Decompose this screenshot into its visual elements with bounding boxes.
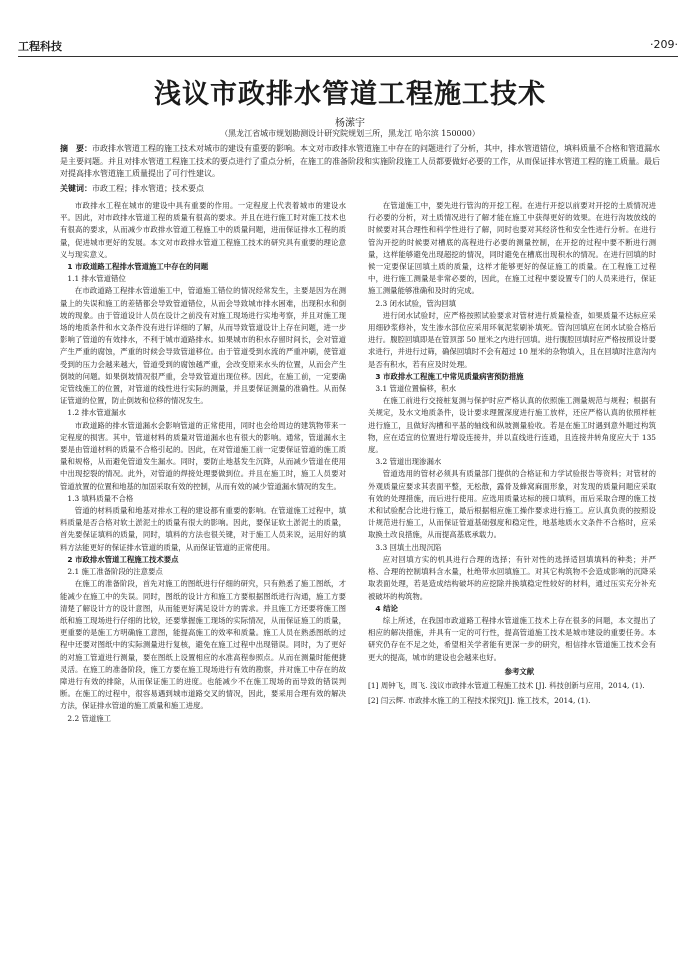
subsection-heading: 2.3 闭水试验，管沟回填 bbox=[375, 298, 457, 308]
reference-item: [1] 周钟飞，周飞. 浅议市政排水管道工程施工技术 [J]. 科技创新与应用，2014, (1). bbox=[368, 680, 645, 690]
keywords-text: 市政工程；排水管道；技术要点 bbox=[92, 184, 204, 193]
subsection-heading: 3.1 管道位置偏移，积水 bbox=[375, 384, 457, 394]
article-title: 浅议市政排水管道工程施工技术 bbox=[154, 79, 546, 110]
body-paragraph: 应对回填方实的机具进行合理的选择；有针对性的选择适回填填料的种类；并严格、合理的控制填料含水量，杜绝带水回填施工。对其它构筑物不会造成影响的沉降采取表面处理，若是造成结构破坏的应挖除并换填稳定性较好的材料，通过压实充分补充被破坏的构筑物。 bbox=[368, 554, 656, 601]
subsection-heading: 1.3 填料质量不合格 bbox=[67, 493, 134, 503]
abstract-text: 市政排水管道工程的施工技术对城市的建设有重要的影响。本文对市政排水管道施工中存在的问题进行了分析，其中，排水管道错位，填料质量不合格和管道漏水是主要问题。并且对排水管道工程施工技术的要点进行了重点分析，在施工的准备阶段和实施阶段施工人员都要做好必要的工作，从而保证排水管道工程的施工质量。最后对提高排水管道施工质量提出了可行性建议。 bbox=[60, 144, 660, 178]
subsection-heading: 1.1 排水管道错位 bbox=[67, 274, 126, 284]
body-paragraph: 管道选用的管材必须具有质量部门提供的合格证和力学试验报告等资料；对管材的外观质量应要求其表面平整，无松散，露骨及蜂窝麻面形象，对发现的质量问题应采取有效的处理措施，而后进行使用。应选用质量达标的接口填料，而后采取合理的施工技术和试验配合比进行施工，最后根据相应施工操作要求进行施工。应认真负责的按照设计规范进行施工，从而保证管道基础强度和稳定性，地基地质水文条件不合格时，应采取换土改良措施，从而提高基底承载力。 bbox=[368, 469, 656, 540]
running-header bbox=[18, 38, 678, 57]
keywords bbox=[60, 183, 660, 194]
section-heading: 3 市政排水工程施工中常见质量病害预防措施 bbox=[375, 371, 524, 381]
page-number: ·209· bbox=[650, 38, 678, 51]
body-paragraph: 在施工前进行交接桩复测与保护时应严格认真的依照施工测量规范与规程；根据有关规定，及水文地质条件，设计要求理置深度进行施工放样，还应严格认真的依照样桩进行施工，且做好沟槽和平基的轴线和纵坡测量验收。若是在施工时遇到意外题过构筑物，应在适宜的位置进行增设连接井，并以直线进行连通，且连接井转角度应大于 135 度。 bbox=[368, 396, 656, 455]
body-paragraph: 在市政道路工程排水管道施工中，管道施工错位的情况经常发生，主要是因为在测量上的失误和施工的差错都会导致管道错位，从而会导致城市排水困难，出现积水和倒坡的现象。由于管道设计人员在设计之前没有对施工现场进行实地考察，并且对施工现场的地质条件和水文条件没有进行详细的了解，从而导致管道设计上存在问题，进一步影响了管道的有效排水，不利于城市道路排水。如果城市的积水存留时间长，会对管道产生严重的腐蚀，严重的时候会导致管道移位。由于管道受到水流的严重冲刷，使管道受到的压力会越来越大，管道受到的腐蚀越严重，会改变原来水头的位置，从而会产生倒坡的问题。如果倒坡情况很严重，会导致管道出现位移。因此，在施工前，一定要确定管线施工的位置，对管道的线性进行实际的测量，并且要保证测量的准确性。从而保证管道的位置，防止倒坡和位移的情况发生。 bbox=[60, 286, 346, 406]
body-paragraph: 进行闭水试验时，应严格按照试验要求对管材进行质量检查，如果质量不达标应采用细砂浆修补，发生渗水部位应采用环氧泥浆刷补填死。管沟回填应在闭水试验合格后进行。腹腔回填即是在管顶部 50 厘米之内进行回填。进行腹腔回填时应严格按照设计要求进行，并进行过筛，确保回填时不会有超过 10 厘米的杂物填入，且在回填时注意沟内是否有积水，若有应及时处理。 bbox=[368, 310, 656, 369]
subsection-heading: 3.2 管道出现渗漏水 bbox=[375, 457, 442, 467]
subsection-heading: 3.3 回填土出现沉陷 bbox=[375, 542, 442, 552]
journal-section: 工程科技 bbox=[18, 40, 62, 53]
body-paragraph: 市政道路的排水管道漏水会影响管道的正常使用，同时也会给周边的建筑物带来一定程度的损害。其中，管道材料的质量对管道漏水也有很大的影响。通常，管道漏水主要是由管道材料的质量不合格引起的。因此，在对管道施工前一定要保证管道的施工质量和规格，从而避免管道发生漏水。同时，要防止地基发生沉降，从而减少管道在使用中出现挖裂的情况。此外，对管道的焊接处理要做到位。并且在施工时，施工人员要对管道放置的位置和地基的加固采取有效的控制，从而有效的减少管道漏水情况的发生。 bbox=[60, 420, 346, 491]
keywords-label: 关键词： bbox=[60, 184, 92, 193]
right-column bbox=[368, 200, 656, 710]
left-column bbox=[60, 200, 346, 725]
author-affiliation: （黑龙江省城市规划勘测设计研究院规划三所，黑龙江 哈尔滨 150000） bbox=[220, 129, 480, 138]
section-heading: 1 市政道路工程排水管道施工中存在的问题 bbox=[67, 262, 209, 272]
section-heading: 2 市政排水管道工程施工技术要点 bbox=[67, 554, 179, 564]
reference-item: [2] 闫云辉. 市政排水施工的工程技术探究[J]. 施工技术，2014, (1). bbox=[368, 696, 591, 706]
body-paragraph: 综上所述，在我国市政道路工程排水管道施工技术上存在很多的问题，本文提出了相应的解决措施，并具有一定的可行性，提高管道施工技术是城市建设的重要任务。本研究仍存在不足之处，希望相关学者能有更深一步的研究，相信排水管道施工技术会有更大的提高，城市的建设也会越来也好。 bbox=[368, 615, 656, 662]
author-name: 杨潆宇 bbox=[335, 118, 365, 129]
references-heading: 参考文献 bbox=[504, 666, 535, 676]
subsection-heading: 2.1 施工准备阶段的注意要点 bbox=[67, 567, 163, 577]
body-paragraph: 管道的材料质量和地基对排水工程的建设都有重要的影响。在管道施工过程中，填料质量是否合格对软土淤泥土的质量有很大的影响。因此，要保证软土淤泥土的质量，首先要保证填料的质量，同时，填料的方法也很关键，对于施工人员来说，运用好的填料方法能更好的保证排水管道的质量，从而保证管道的正常使用。 bbox=[60, 506, 346, 552]
body-paragraph: 在施工的准备阶段，首先对施工的图纸进行仔细的研究，只有熟悉了施工图纸，才能减少在施工中的失误。同时，图纸的设计方和施工方要根据图纸进行沟通，施工方要清楚了解设计方的设计意图，从而能更好满足设计方的需求。并且施工方还要将施工图纸和施工现场进行仔细的比较，还要掌握施工现场的实际情况，从而保证施工的质量，更重要的是施工方明确施工意图，能提高施工的效率和质量。施工人员在熟悉图纸的过程中还要对图纸中的实际测量进行复核，避免在施工过程中出现错误。同时，为了更好的对施工管道进行测量，要在图纸上设置相应的水准高程参照点。从而在测量时能便捷灵活。在施工的准备阶段，施工方要在施工现场进行有效的勘察，并对施工中存在的故障进行有效的排除，从而保证施工的进度。也能减少不在施工现场的而导致的错误判断。在施工的过程中，很容易遇到城市道路交叉的情况，因此，要采用合理有效的解决方法，保证排水管道的施工质量和施工进度。 bbox=[60, 579, 346, 711]
subsection-heading: 2.2 管道施工 bbox=[67, 713, 112, 723]
abstract bbox=[60, 143, 660, 181]
abstract-label: 摘 要： bbox=[60, 144, 92, 153]
subsection-heading: 1.2 排水管道漏水 bbox=[67, 408, 126, 418]
body-paragraph: 在管道施工中，要先进行管沟的开挖工程。在进行开挖以前要对开挖的土质情况进行必要的分析，对土质情况进行了解才能在施工中获得更好的效果。在进行沟坡放线的时候要对其合理性和科学性进行了解，同时也要对其经济性和安全性进行分析。在进行管沟开挖的时候要对槽底的高程进行必要的测量控制，在开挖的过程中要不断进行测量，这样能够避免出现超挖的情况，同时避免在槽底出现积水的情况。在进行回填的时候一定要保证回填土质的质量，这样才能够更好的保证施工的质量。在工程施工过程中，进行施工测量是非常必要的，因此，在施工过程中要设置专门的人员来进行，保证施工测量能够准确和及时的完成。 bbox=[368, 201, 656, 296]
section-heading: 4 结论 bbox=[375, 603, 398, 613]
body-paragraph: 市政排水工程在城市的建设中具有重要的作用。一定程度上代表着城市的建设水平。因此，对市政排水管道工程的质量有很高的要求。并且在进行施工时对施工技术也有很高的要求，从而减少市政排水管道工程施工中的质量问题，进而保证排水工程的质量，促进城市更好的发展。本文对市政排水管道工程施工技术的研究具有重要的理论意义与现实意义。 bbox=[60, 201, 346, 259]
